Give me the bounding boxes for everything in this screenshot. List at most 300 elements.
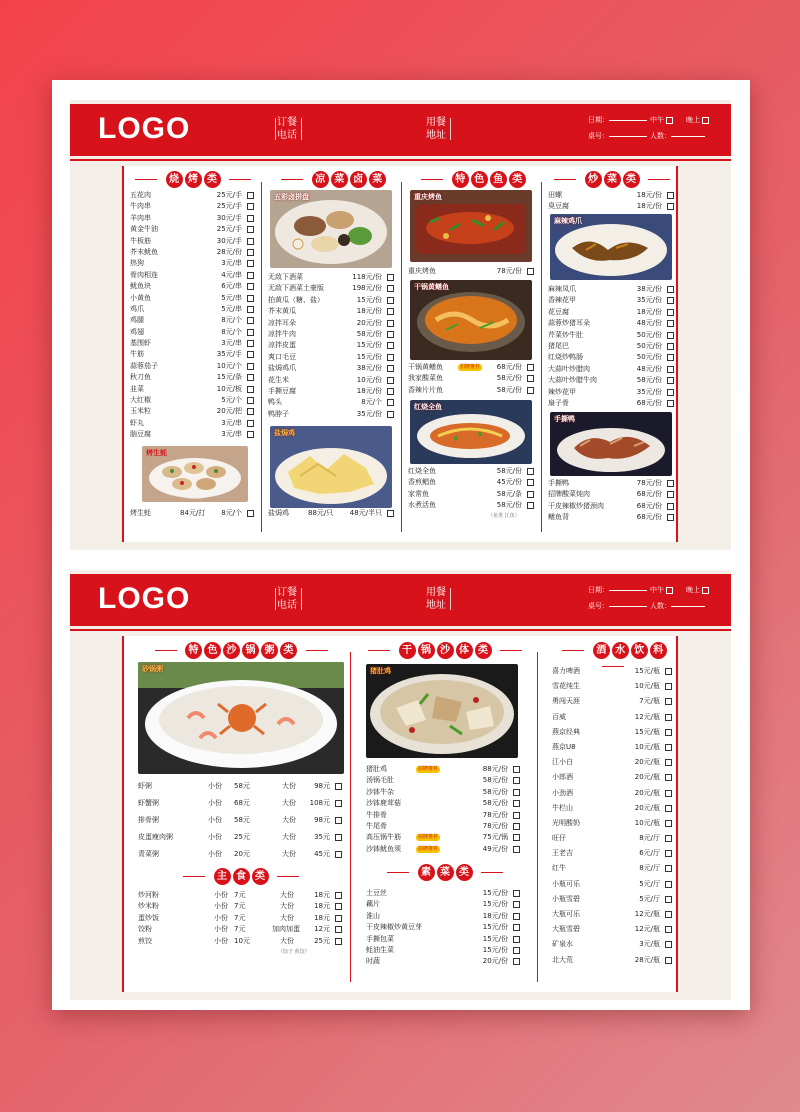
menu-item[interactable]: 秋刀鱼 15元/条 bbox=[130, 372, 256, 383]
chicken-plate-illustration bbox=[270, 426, 392, 508]
order-checkbox[interactable] bbox=[247, 431, 254, 438]
menu-item[interactable]: 蚝油生菜 15元/份 bbox=[366, 945, 522, 956]
order-checkbox[interactable] bbox=[665, 668, 672, 675]
fish-list-3 bbox=[408, 466, 536, 512]
divider bbox=[261, 182, 262, 532]
order-checkbox[interactable] bbox=[513, 958, 520, 965]
menu-item[interactable]: 招牌酸菜炖肉 68元/份 bbox=[548, 489, 676, 500]
order-checkbox[interactable] bbox=[667, 286, 674, 293]
menu-item[interactable]: 手撕包菜 15元/份 bbox=[366, 934, 522, 945]
order-checkbox[interactable] bbox=[387, 308, 394, 315]
menu-item[interactable]: 排骨粥 小份 58元 大份 98元 bbox=[138, 812, 344, 829]
table-label: 桌号： bbox=[588, 602, 609, 610]
order-checkbox[interactable] bbox=[665, 714, 672, 721]
menu-item[interactable]: 大瓶可乐 12元/瓶 bbox=[552, 907, 674, 922]
menu-item[interactable]: 小劲酒 20元/瓶 bbox=[552, 786, 674, 801]
order-checkbox[interactable] bbox=[667, 377, 674, 384]
order-checkbox[interactable] bbox=[667, 366, 674, 373]
order-checkbox[interactable] bbox=[667, 297, 674, 304]
menu-item[interactable]: 大红椒 5元/个 bbox=[130, 395, 256, 406]
divider bbox=[401, 182, 402, 532]
menu-item[interactable]: 无敌下酒菜 118元/份 bbox=[268, 272, 396, 283]
menu-item[interactable]: 勇闯天涯 7元/瓶 bbox=[552, 694, 674, 709]
section-title: 酒 水 饮 料 bbox=[552, 642, 674, 658]
order-checkbox[interactable] bbox=[527, 468, 534, 475]
menu-item[interactable]: 青菜粥 小份 20元 大份 45元 bbox=[138, 846, 344, 863]
order-checkbox[interactable] bbox=[513, 846, 520, 853]
order-checkbox[interactable] bbox=[665, 774, 672, 781]
menu-item[interactable]: 骨肉相连 4元/串 bbox=[130, 270, 256, 281]
drinks-list bbox=[552, 664, 674, 968]
menu-page-1 bbox=[70, 100, 731, 550]
table-field bbox=[588, 598, 647, 615]
menu-item[interactable]: 蒜蓉炒猪耳朵 48元/份 bbox=[548, 318, 676, 329]
menu-item[interactable]: 烤生蚝 84元/打 8元/个 bbox=[130, 508, 256, 519]
order-checkbox[interactable] bbox=[665, 683, 672, 690]
order-checkbox[interactable] bbox=[667, 389, 674, 396]
menu-item[interactable]: 煎饺 小份 10元 大份 25元 bbox=[138, 936, 344, 947]
table-label: 桌号： bbox=[588, 132, 609, 140]
menu-item[interactable]: 雪花纯生 10元/瓶 bbox=[552, 679, 674, 694]
menu-item[interactable]: 手撕鸭 78元/份 bbox=[548, 478, 676, 489]
order-checkbox[interactable] bbox=[513, 890, 520, 897]
order-checkbox[interactable] bbox=[387, 411, 394, 418]
order-checkbox[interactable] bbox=[335, 800, 342, 807]
order-checkbox[interactable] bbox=[513, 947, 520, 954]
menu-item[interactable]: 爽口毛豆 15元/份 bbox=[268, 352, 396, 363]
dinner-option[interactable] bbox=[686, 582, 709, 599]
menu-item[interactable]: 炒米粉 小份 7元 大份 18元 bbox=[138, 901, 344, 912]
order-checkbox[interactable] bbox=[387, 510, 394, 517]
order-checkbox[interactable] bbox=[665, 865, 672, 872]
header-bar bbox=[70, 104, 731, 156]
order-checkbox[interactable] bbox=[247, 226, 254, 233]
image-caption: 砂锅粥 bbox=[142, 665, 163, 673]
menu-item[interactable]: 重庆烤鱼 78元/份 bbox=[408, 266, 536, 277]
order-checkbox[interactable] bbox=[665, 790, 672, 797]
bbq-section bbox=[130, 166, 256, 542]
section-title: 特 色 鱼 类 bbox=[408, 171, 536, 187]
menu-item[interactable]: 鸡腿 8元/个 bbox=[130, 315, 256, 326]
order-checkbox[interactable] bbox=[667, 332, 674, 339]
order-checkbox[interactable] bbox=[665, 941, 672, 948]
menu-item[interactable]: 干皮辣椒炒猪颈肉 68元/份 bbox=[548, 501, 676, 512]
order-checkbox[interactable] bbox=[247, 386, 254, 393]
image-caption: 烤生蚝 bbox=[146, 449, 167, 457]
order-checkbox[interactable] bbox=[665, 835, 672, 842]
menu-item[interactable]: 芥末鱿鱼 28元/份 bbox=[130, 247, 256, 258]
order-checkbox[interactable] bbox=[247, 260, 254, 267]
order-checkbox[interactable] bbox=[335, 892, 342, 899]
menu-item[interactable]: 猪肚鸡 招牌推荐 88元/份 bbox=[366, 764, 522, 775]
logo: LOGO bbox=[98, 112, 191, 145]
menu-item[interactable]: 韭菜 10元/板 bbox=[130, 384, 256, 395]
menu-item[interactable]: 藕片 15元/份 bbox=[366, 899, 522, 910]
menu-item[interactable]: 红牛 8元/厅 bbox=[552, 861, 674, 876]
menu-item[interactable]: 鸡翅 8元/个 bbox=[130, 327, 256, 338]
order-checkbox[interactable] bbox=[335, 903, 342, 910]
lunch-option[interactable] bbox=[650, 582, 673, 599]
shredded-duck-photo bbox=[550, 412, 672, 476]
people-field bbox=[650, 598, 705, 615]
menu-item[interactable]: 麻辣凤爪 38元/份 bbox=[548, 284, 676, 295]
menu-item[interactable]: 凉拌耳朵 20元/份 bbox=[268, 318, 396, 329]
order-checkbox[interactable] bbox=[527, 387, 534, 394]
section-title: 炒 菜 类 bbox=[548, 171, 676, 187]
menu-item[interactable]: 鳝鱼背 68元/份 bbox=[548, 512, 676, 523]
order-checkbox[interactable] bbox=[247, 317, 254, 324]
date-label: 日期： bbox=[588, 586, 609, 594]
order-checkbox[interactable] bbox=[667, 192, 674, 199]
order-checkbox[interactable] bbox=[667, 320, 674, 327]
order-checkbox[interactable] bbox=[335, 926, 342, 933]
order-checkbox[interactable] bbox=[665, 881, 672, 888]
menu-item[interactable]: 凉拌牛肉 58元/份 bbox=[268, 329, 396, 340]
menu-item[interactable]: 鱿鱼块 6元/串 bbox=[130, 281, 256, 292]
lunch-label: 中午 bbox=[650, 586, 664, 594]
porridge-section bbox=[138, 636, 344, 992]
menu-item[interactable]: 香辣片片鱼 58元/份 bbox=[408, 385, 536, 396]
image-caption: 干锅黄鳝鱼 bbox=[414, 283, 449, 291]
drypot-illustration bbox=[366, 664, 518, 758]
menu-item[interactable]: 田螺 18元/份 bbox=[548, 190, 676, 201]
bbq-list-last bbox=[130, 508, 256, 519]
pork-tripe-chicken-photo bbox=[366, 664, 518, 758]
menu-item[interactable]: 红烧炒鸭肠 50元/份 bbox=[548, 352, 676, 363]
cold-list-last bbox=[268, 508, 396, 519]
order-checkbox[interactable] bbox=[247, 329, 254, 336]
order-checkbox[interactable] bbox=[247, 238, 254, 245]
order-checkbox[interactable] bbox=[513, 924, 520, 931]
braised-fish-photo bbox=[410, 400, 532, 464]
menu-sheet bbox=[52, 80, 750, 1010]
menu-item[interactable]: 干皮辣椒炒黄豆芽 15元/份 bbox=[366, 922, 522, 933]
section-title: 凉 菜 卤 菜 bbox=[268, 171, 396, 187]
date-field bbox=[588, 112, 647, 129]
order-checkbox[interactable] bbox=[247, 408, 254, 415]
menu-item[interactable]: 饺粉 小份 7元 加肉加蛋 12元 bbox=[138, 924, 344, 935]
order-checkbox[interactable] bbox=[387, 377, 394, 384]
stirfry-section bbox=[548, 166, 676, 542]
order-checkbox[interactable] bbox=[247, 203, 254, 210]
image-caption: 重庆烤鱼 bbox=[414, 193, 442, 201]
order-checkbox[interactable] bbox=[247, 420, 254, 427]
menu-item[interactable]: 沙钵鱿鱼须 招牌推荐 49元/份 bbox=[366, 844, 522, 855]
menu-item[interactable]: 王老吉 6元/厅 bbox=[552, 846, 674, 861]
order-checkbox[interactable] bbox=[247, 283, 254, 290]
menu-item[interactable]: 五花肉 25元/手 bbox=[130, 190, 256, 201]
order-checkbox[interactable] bbox=[665, 911, 672, 918]
image-caption: 麻辣鸡爪 bbox=[554, 217, 582, 225]
image-caption: 猪肚鸡 bbox=[370, 667, 391, 675]
dinner-option[interactable] bbox=[686, 112, 709, 129]
cold-platter-photo bbox=[270, 190, 392, 268]
menu-item[interactable]: 盐焗鸡爪 38元/份 bbox=[268, 363, 396, 374]
menu-item[interactable]: 牛尾骨 78元/份 bbox=[366, 821, 522, 832]
section-title: 干 锅 沙 体 类 bbox=[360, 642, 530, 658]
menu-item[interactable]: 手撕豆腐 18元/份 bbox=[268, 386, 396, 397]
menu-item[interactable]: 基围虾 3元/串 bbox=[130, 338, 256, 349]
order-checkbox[interactable] bbox=[247, 215, 254, 222]
menu-item[interactable]: 猪尾巴 50元/份 bbox=[548, 341, 676, 352]
menu-item[interactable]: 虾丸 3元/串 bbox=[130, 418, 256, 429]
order-checkbox[interactable] bbox=[527, 268, 534, 275]
order-checkbox[interactable] bbox=[335, 834, 342, 841]
menu-item[interactable]: 小黄鱼 5元/串 bbox=[130, 293, 256, 304]
order-checkbox[interactable] bbox=[335, 783, 342, 790]
menu-item[interactable]: 小郎酒 20元/瓶 bbox=[552, 770, 674, 785]
order-checkbox[interactable] bbox=[387, 354, 394, 361]
order-checkbox[interactable] bbox=[665, 805, 672, 812]
order-checkbox[interactable] bbox=[667, 354, 674, 361]
order-checkbox[interactable] bbox=[387, 320, 394, 327]
menu-item[interactable]: 牛肉串 25元/手 bbox=[130, 201, 256, 212]
order-checkbox[interactable] bbox=[527, 491, 534, 498]
menu-item[interactable]: 牛筋 35元/手 bbox=[130, 349, 256, 360]
porridge-bowl-illustration bbox=[138, 662, 344, 774]
people-label: 人数： bbox=[650, 602, 671, 610]
divider bbox=[275, 588, 276, 610]
menu-item[interactable]: 小瓶可乐 5元/厅 bbox=[552, 877, 674, 892]
menu-item[interactable]: 牛板筋 30元/手 bbox=[130, 236, 256, 247]
order-checkbox[interactable] bbox=[513, 777, 520, 784]
order-checkbox[interactable] bbox=[513, 766, 520, 773]
menu-item[interactable]: 虾蟹粥 小份 68元 大份 108元 bbox=[138, 795, 344, 812]
order-checkbox[interactable] bbox=[387, 365, 394, 372]
order-checkbox[interactable] bbox=[667, 491, 674, 498]
fish-section bbox=[408, 166, 536, 542]
order-checkbox[interactable] bbox=[387, 274, 394, 281]
menu-item[interactable]: 花豆腐 18元/份 bbox=[548, 307, 676, 318]
order-checkbox[interactable] bbox=[247, 272, 254, 279]
people-label: 人数： bbox=[650, 132, 671, 140]
bbq-list bbox=[130, 190, 256, 441]
order-phone-label: 订餐电话 bbox=[277, 587, 297, 611]
dinner-checkbox[interactable] bbox=[702, 587, 709, 594]
menu-item[interactable]: 黄金牛油 25元/手 bbox=[130, 224, 256, 235]
order-checkbox[interactable] bbox=[667, 514, 674, 521]
order-checkbox[interactable] bbox=[527, 375, 534, 382]
porridge-photo bbox=[138, 662, 344, 774]
menu-item[interactable]: 光明酸奶 10元/瓶 bbox=[552, 816, 674, 831]
section-title: 特 色 沙 锅 粥 类 bbox=[138, 642, 344, 658]
menu-item[interactable]: 凉拌皮蛋 15元/份 bbox=[268, 340, 396, 351]
order-checkbox[interactable] bbox=[527, 364, 534, 371]
order-checkbox[interactable] bbox=[513, 800, 520, 807]
menu-item[interactable]: 辣炒花甲 35元/份 bbox=[548, 387, 676, 398]
order-checkbox[interactable] bbox=[667, 480, 674, 487]
menu-item[interactable]: 北大荒 28元/瓶 bbox=[552, 953, 674, 968]
order-checkbox[interactable] bbox=[667, 343, 674, 350]
menu-item[interactable]: 香辣花甲 35元/份 bbox=[548, 295, 676, 306]
porridge-list bbox=[138, 778, 344, 863]
salt-chicken-photo bbox=[270, 426, 392, 508]
menu-item[interactable]: 鸭脖子 35元/份 bbox=[268, 409, 396, 420]
menu-item[interactable]: 臭豆腐 18元/份 bbox=[548, 201, 676, 212]
menu-item[interactable]: 大瓶雪碧 12元/瓶 bbox=[552, 922, 674, 937]
order-checkbox[interactable] bbox=[665, 957, 672, 964]
menu-item[interactable]: 扇子骨 68元/份 bbox=[548, 398, 676, 409]
menu-item[interactable]: 羊肉串 30元/手 bbox=[130, 213, 256, 224]
divider bbox=[541, 182, 542, 532]
order-checkbox[interactable] bbox=[665, 820, 672, 827]
menu-item[interactable]: 玉米粒 20元/把 bbox=[130, 406, 256, 417]
menu-item[interactable]: 水煮活鱼 58元/份 bbox=[408, 500, 536, 511]
menu-item[interactable]: 香煎鲳鱼 45元/份 bbox=[408, 477, 536, 488]
order-checkbox[interactable] bbox=[247, 295, 254, 302]
cold-list bbox=[268, 272, 396, 420]
fish-list-1 bbox=[408, 266, 536, 277]
order-checkbox[interactable] bbox=[247, 249, 254, 256]
order-checkbox[interactable] bbox=[665, 759, 672, 766]
order-checkbox[interactable] bbox=[247, 192, 254, 199]
order-checkbox[interactable] bbox=[665, 926, 672, 933]
order-checkbox[interactable] bbox=[665, 729, 672, 736]
menu-item[interactable]: 家常鱼 58元/条 bbox=[408, 489, 536, 500]
drypot-section bbox=[360, 636, 530, 992]
lunch-checkbox[interactable] bbox=[666, 587, 673, 594]
order-checkbox[interactable] bbox=[513, 823, 520, 830]
order-checkbox[interactable] bbox=[667, 203, 674, 210]
image-caption: 手撕鸭 bbox=[554, 415, 575, 423]
order-checkbox[interactable] bbox=[247, 351, 254, 358]
menu-item[interactable]: 鸡爪 5元/串 bbox=[130, 304, 256, 315]
menu-item[interactable]: 我家酸菜鱼 58元/份 bbox=[408, 373, 536, 384]
order-checkbox[interactable] bbox=[387, 399, 394, 406]
order-checkbox[interactable] bbox=[665, 698, 672, 705]
menu-body bbox=[122, 636, 678, 992]
order-checkbox[interactable] bbox=[665, 896, 672, 903]
fish-note: （鱼类 江鱼） bbox=[488, 513, 520, 519]
image-caption: 盐焗鸡 bbox=[274, 429, 295, 437]
order-checkbox[interactable] bbox=[247, 510, 254, 517]
order-checkbox[interactable] bbox=[513, 789, 520, 796]
recommend-badge: 招牌推荐 bbox=[460, 364, 481, 370]
menu-item[interactable]: 盐焗鸡 88元/只 48元/半只 bbox=[268, 508, 396, 519]
menu-item[interactable]: 蒜蓉茄子 10元/个 bbox=[130, 361, 256, 372]
order-checkbox[interactable] bbox=[513, 901, 520, 908]
recommend-badge: 招牌推荐 bbox=[418, 845, 439, 852]
menu-item[interactable]: 蛋炒饭 小份 7元 大份 18元 bbox=[138, 913, 344, 924]
image-caption: 五彩卤拼盘 bbox=[274, 193, 309, 201]
divider bbox=[537, 652, 538, 982]
menu-item[interactable]: 土豆丝 15元/份 bbox=[366, 888, 522, 899]
menu-item[interactable]: 芥末黄瓜 18元/份 bbox=[268, 306, 396, 317]
staple-note: （饺子 煎饺） bbox=[278, 949, 310, 955]
grilled-fish-photo bbox=[410, 190, 532, 262]
divider bbox=[275, 118, 276, 140]
date-label: 日期： bbox=[588, 116, 609, 124]
menu-item[interactable]: 旺仔 8元/厅 bbox=[552, 831, 674, 846]
order-checkbox[interactable] bbox=[527, 479, 534, 486]
divider bbox=[450, 588, 451, 610]
order-checkbox[interactable] bbox=[387, 342, 394, 349]
menu-item[interactable]: 皮蛋瘦肉粥 小份 25元 大份 35元 bbox=[138, 829, 344, 846]
menu-item[interactable]: 无敌下酒菜土豪版 198元/份 bbox=[268, 283, 396, 294]
drypot-list bbox=[366, 764, 522, 855]
order-checkbox[interactable] bbox=[513, 812, 520, 819]
menu-item[interactable]: 沙钵牛杂 58元/份 bbox=[366, 787, 522, 798]
dine-address-label: 用餐地址 bbox=[426, 117, 446, 141]
order-checkbox[interactable] bbox=[667, 309, 674, 316]
menu-item[interactable]: 汤锅毛肚 58元/份 bbox=[366, 775, 522, 786]
order-checkbox[interactable] bbox=[247, 340, 254, 347]
menu-item[interactable]: 拍黄瓜（糖、盐） 15元/份 bbox=[268, 295, 396, 306]
menu-item[interactable]: 燕京U8 10元/瓶 bbox=[552, 740, 674, 755]
people-field bbox=[650, 128, 705, 145]
recommend-badge: 招牌推荐 bbox=[418, 766, 439, 772]
menu-item[interactable]: 干锅黄鳝鱼 招牌推荐 68元/份 bbox=[408, 362, 536, 373]
menu-item[interactable]: 江小白 20元/瓶 bbox=[552, 755, 674, 770]
menu-item[interactable]: 时蔬 20元/份 bbox=[366, 956, 522, 967]
order-checkbox[interactable] bbox=[387, 297, 394, 304]
menu-item[interactable]: 淮山 18元/份 bbox=[366, 911, 522, 922]
dinner-checkbox[interactable] bbox=[702, 117, 709, 124]
menu-item[interactable]: 矿泉水 3元/瓶 bbox=[552, 937, 674, 952]
lunch-option[interactable] bbox=[650, 112, 673, 129]
order-checkbox[interactable] bbox=[513, 834, 520, 841]
order-checkbox[interactable] bbox=[247, 374, 254, 381]
order-checkbox[interactable] bbox=[665, 850, 672, 857]
order-checkbox[interactable] bbox=[247, 397, 254, 404]
menu-item[interactable]: 芹菜炒牛肚 50元/份 bbox=[548, 330, 676, 341]
order-checkbox[interactable] bbox=[513, 913, 520, 920]
menu-item[interactable]: 百威 12元/瓶 bbox=[552, 710, 674, 725]
lunch-checkbox[interactable] bbox=[666, 117, 673, 124]
menu-item[interactable]: 虾粥 小份 58元 大份 98元 bbox=[138, 778, 344, 795]
order-checkbox[interactable] bbox=[527, 502, 534, 509]
order-checkbox[interactable] bbox=[513, 936, 520, 943]
order-checkbox[interactable] bbox=[667, 503, 674, 510]
order-checkbox[interactable] bbox=[387, 388, 394, 395]
menu-item[interactable]: 牛栏山 20元/瓶 bbox=[552, 801, 674, 816]
menu-item[interactable]: 热狗 3元/串 bbox=[130, 258, 256, 269]
menu-item[interactable]: 鸭头 8元/个 bbox=[268, 397, 396, 408]
chicken-feet-photo bbox=[550, 214, 672, 280]
menu-item[interactable]: 脑豆腐 3元/串 bbox=[130, 429, 256, 440]
order-checkbox[interactable] bbox=[667, 400, 674, 407]
order-checkbox[interactable] bbox=[387, 331, 394, 338]
menu-item[interactable]: 沙钵鹿茸菇 58元/份 bbox=[366, 798, 522, 809]
recommend-badge: 招牌推荐 bbox=[418, 834, 439, 841]
image-caption: 红烧全鱼 bbox=[414, 403, 442, 411]
eel-pot-illustration bbox=[410, 280, 532, 360]
order-checkbox[interactable] bbox=[247, 363, 254, 370]
menu-item[interactable]: 喜力啤酒 15元/瓶 bbox=[552, 664, 674, 679]
order-phone-label: 订餐电话 bbox=[277, 117, 297, 141]
order-checkbox[interactable] bbox=[335, 851, 342, 858]
menu-body bbox=[122, 166, 678, 542]
menu-item[interactable]: 牛排骨 78元/份 bbox=[366, 810, 522, 821]
dinner-label: 晚上 bbox=[686, 586, 700, 594]
order-checkbox[interactable] bbox=[665, 744, 672, 751]
order-checkbox[interactable] bbox=[387, 285, 394, 292]
stirfry-list-top bbox=[548, 190, 676, 213]
menu-item[interactable]: 燕京经典 15元/瓶 bbox=[552, 725, 674, 740]
menu-item[interactable]: 大蒜叶炒腊肉 48元/份 bbox=[548, 364, 676, 375]
menu-item[interactable]: 花生米 10元/份 bbox=[268, 375, 396, 386]
menu-item[interactable]: 高压锅牛筋 招牌推荐 75元/锅 bbox=[366, 832, 522, 843]
order-checkbox[interactable] bbox=[335, 938, 342, 945]
menu-item[interactable]: 红烧全鱼 58元/份 bbox=[408, 466, 536, 477]
menu-item[interactable]: 小瓶雪碧 5元/厅 bbox=[552, 892, 674, 907]
menu-item[interactable]: 大蒜叶炒腊牛肉 58元/份 bbox=[548, 375, 676, 386]
order-checkbox[interactable] bbox=[335, 817, 342, 824]
menu-item[interactable]: 炒河粉 小份 7元 大份 18元 bbox=[138, 890, 344, 901]
drinks-section bbox=[552, 636, 674, 992]
order-checkbox[interactable] bbox=[247, 306, 254, 313]
order-checkbox[interactable] bbox=[335, 915, 342, 922]
